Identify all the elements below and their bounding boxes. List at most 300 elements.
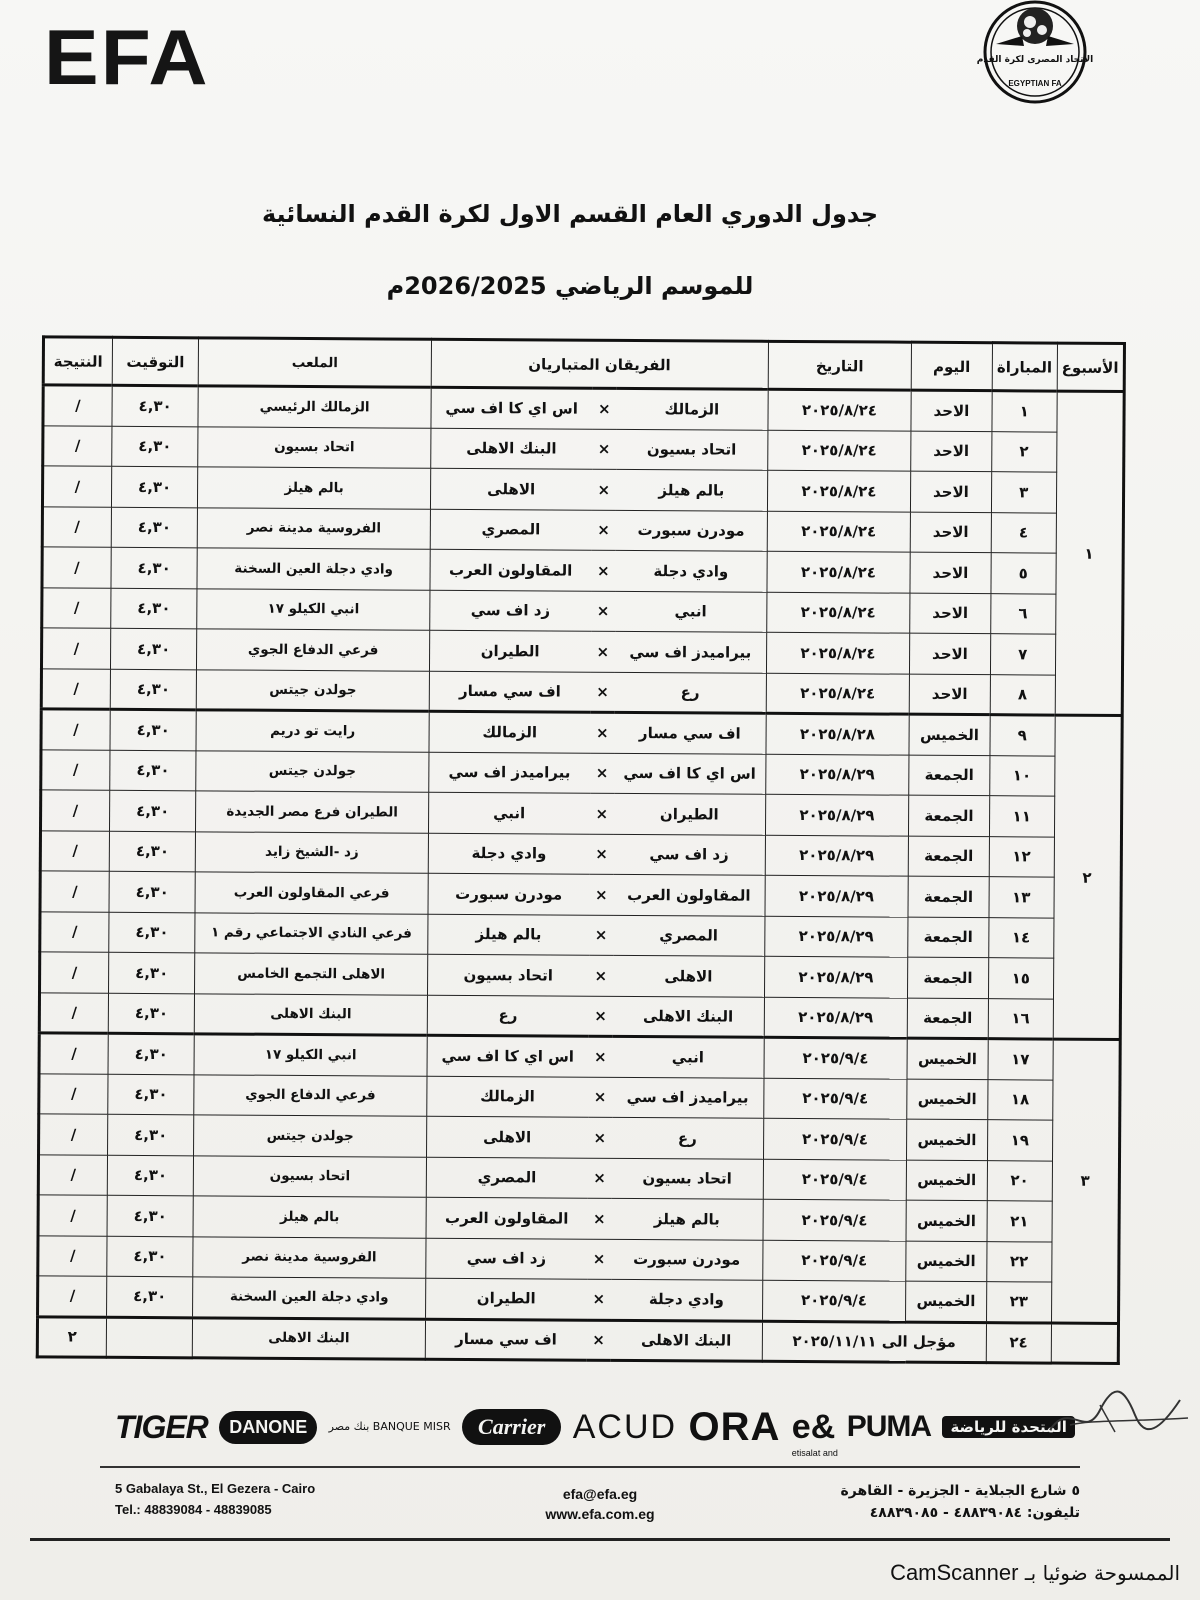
date-text: ٢٠٢٥/٨/٢٩ [799, 846, 875, 865]
away-team-cell: انبي [428, 792, 590, 833]
vs-symbol: × [591, 631, 615, 672]
day-cell: الاحد [910, 512, 991, 553]
home-team-cell: اف سي مسار [614, 712, 766, 753]
home-team-cell: مودرن سبورت [616, 510, 768, 551]
table-row [43, 385, 1124, 432]
result-cell: / [38, 1235, 107, 1276]
time-cell: ٤,٣٠ [111, 507, 198, 548]
away-team-cell: زد اف سي [429, 590, 591, 631]
vs-symbol: × [590, 672, 614, 713]
vs-symbol: × [587, 1198, 611, 1239]
match-number-cell: ٢ [991, 431, 1056, 472]
match-number-cell: ٩ [990, 715, 1055, 756]
day-cell: الجمعة [908, 836, 989, 877]
stadium-cell: بالم هيلز [198, 467, 430, 509]
result-cell: / [43, 425, 112, 466]
stadium-cell: الفروسية مدينة نصر [198, 507, 430, 549]
vs-symbol: × [591, 510, 615, 551]
day-cell: الاحد [911, 390, 992, 431]
sponsor-tiger-logo: TIGER [115, 1408, 208, 1445]
result-cell: / [39, 992, 108, 1033]
result-cell: / [40, 871, 109, 912]
result-cell: / [39, 1073, 108, 1114]
match-number-cell: ٢٠ [987, 1160, 1052, 1201]
away-team-cell: الاهلى [426, 1116, 588, 1157]
table-row [40, 911, 1121, 958]
efa-logo: EFA [44, 13, 210, 101]
table-row [37, 1316, 1118, 1363]
day-cell: الاحد [909, 633, 990, 674]
result-cell: ٢ [37, 1316, 106, 1357]
match-number-cell: ٤ [991, 512, 1056, 553]
day-cell: الجمعة [908, 795, 989, 836]
table-row [41, 668, 1122, 715]
table-row [41, 628, 1122, 675]
header-week: الأسبوع [1057, 343, 1125, 391]
time-cell: ٤,٣٠ [108, 952, 195, 993]
day-cell: الخميس [907, 1119, 988, 1160]
date-cell [764, 916, 908, 957]
day-cell: الاحد [910, 552, 991, 593]
date-cell [764, 997, 908, 1038]
time-cell: ٤,٣٠ [112, 385, 199, 426]
date-cell [766, 673, 910, 714]
time-cell: ٤,٣٠ [109, 871, 196, 912]
home-team-cell: المقاولون العرب [613, 874, 765, 915]
stadium-cell: انبي الكيلو ١٧ [197, 588, 429, 630]
address-ar-line1: ٥ شارع الجبلاية - الجزيرة - القاهرة [840, 1483, 1080, 1499]
vs-symbol: × [589, 834, 613, 875]
date-text: ٢٠٢٥/٩/٤ [801, 1129, 868, 1149]
almotaheda-text: المتحدة للرياضة [942, 1416, 1074, 1438]
week-cell: ٢ [1053, 715, 1122, 1039]
date-text: ٢٠٢٥/٨/٢٩ [798, 886, 875, 906]
date-text: ٢٠٢٥/٩/٤ [801, 1170, 868, 1189]
home-team-cell: الطيران [614, 793, 766, 834]
result-cell: / [40, 952, 109, 993]
vs-symbol: × [590, 712, 614, 753]
away-team-cell: اف سي مسار [429, 671, 591, 712]
vs-symbol: × [591, 550, 615, 591]
match-number-cell: ٢١ [987, 1201, 1052, 1242]
bottom-rule [30, 1538, 1170, 1541]
time-cell: ٤,٣٠ [110, 669, 197, 710]
vs-symbol: × [589, 955, 613, 996]
date-cell [765, 794, 909, 835]
table-row [41, 709, 1122, 756]
date-cell [764, 1037, 908, 1078]
away-team-cell: الزمالك [429, 711, 591, 752]
date-cell [765, 875, 909, 916]
day-cell: الجمعة [909, 755, 990, 796]
time-cell: ٤,٣٠ [108, 912, 195, 953]
table-row [38, 1235, 1119, 1282]
stadium-cell: فرعي النادي الاجتماعي رقم ١ [195, 912, 427, 954]
home-team-cell: بالم هيلز [616, 469, 768, 510]
header-time: التوقيت [112, 337, 199, 386]
vs-symbol: × [592, 429, 616, 470]
seal-text-en: EGYPTIAN FA [1008, 79, 1062, 88]
sponsors-strip [115, 1392, 1075, 1462]
away-team-cell: البنك الاهلى [430, 428, 592, 469]
schedule-body [37, 385, 1124, 1364]
result-cell: / [42, 506, 111, 547]
match-number-cell: ٢٢ [986, 1241, 1051, 1282]
home-team-cell: انبي [615, 591, 767, 632]
home-team-cell: وادي دجلة [615, 550, 767, 591]
vs-symbol: × [592, 388, 616, 429]
week-cell: ٣ [1051, 1039, 1120, 1323]
result-cell: / [38, 1276, 107, 1317]
table-row [38, 1195, 1119, 1242]
match-number-cell: ٦ [990, 593, 1055, 634]
date-cell [766, 592, 910, 633]
result-cell: / [38, 1195, 107, 1236]
date-cell [763, 1159, 907, 1200]
camscanner-watermark [810, 1560, 1180, 1586]
date-text: ٢٠٢٥/٨/٢٤ [800, 683, 876, 703]
date-text: ٢٠٢٥/٨/٢٩ [799, 805, 875, 825]
day-cell: الجمعة [908, 917, 989, 958]
table-row [42, 547, 1123, 594]
stadium-cell: وادي دجلة العين السخنة [193, 1277, 425, 1319]
date-text: ٢٠٢٥/٨/٢٤ [801, 401, 877, 420]
table-row [40, 830, 1121, 877]
table-row [38, 1154, 1119, 1201]
home-team-cell: بيراميدز اف سي [615, 631, 767, 672]
stadium-cell: فرعي المقاولون العرب [195, 872, 427, 914]
vs-symbol: × [590, 793, 614, 834]
vs-symbol: × [588, 1077, 612, 1118]
home-team-cell: اتحاد بسيون [616, 429, 768, 470]
date-text: ٢٠٢٥/٨/٢٤ [801, 522, 877, 541]
away-team-cell: بالم هيلز [427, 914, 589, 955]
stadium-cell: الطيران فرع مصر الجديدة [196, 791, 428, 833]
match-number-cell: ٥ [991, 553, 1056, 594]
date-text: ٢٠٢٥/٨/٢٩ [799, 765, 875, 784]
match-number-cell: ١٦ [988, 998, 1053, 1039]
home-team-cell: الزمالك [616, 388, 768, 429]
table-row [39, 1073, 1120, 1120]
time-cell: ٤,٣٠ [110, 588, 197, 629]
date-cell [766, 632, 910, 673]
vs-symbol: × [592, 469, 616, 510]
match-number-cell: ٢٤ [986, 1322, 1051, 1363]
away-team-cell: اتحاد بسيون [427, 954, 589, 995]
stadium-cell: جولدن جيتس [194, 1115, 426, 1157]
day-cell: الخميس [909, 714, 990, 755]
time-cell: ٤,٣٠ [111, 426, 198, 467]
table-row [42, 506, 1123, 553]
website-link[interactable]: www.efa.com.eg [545, 1506, 655, 1522]
address-ar-phone: تليفون: ٤٨٨٣٩٠٨٤ - ٤٨٨٣٩٠٨٥ [869, 1505, 1080, 1521]
stadium-cell: الاهلى التجمع الخامس [195, 953, 427, 995]
match-number-cell: ١ [992, 391, 1057, 432]
date-text: ٢٠٢٥/٩/٤ [801, 1210, 868, 1230]
match-number-cell: ١٢ [989, 836, 1054, 877]
address-arabic [740, 1480, 1080, 1524]
stadium-cell: البنك الاهلى [193, 1317, 425, 1359]
date-cell [762, 1280, 906, 1321]
vs-symbol: × [588, 996, 612, 1037]
sponsor-puma-logo: PUMA [846, 1410, 932, 1443]
date-text: ٢٠٢٥/٨/٢٨ [799, 725, 876, 744]
address-english [115, 1478, 415, 1520]
home-team-cell: اتحاد بسيون [612, 1158, 764, 1199]
sponsor-etisalat-logo [791, 1407, 838, 1458]
away-team-cell: المقاولون العرب [426, 1197, 588, 1238]
away-team-cell: مودرن سبورت [428, 873, 590, 914]
home-team-cell: رع [612, 1117, 764, 1158]
time-cell: ٤,٣٠ [106, 1236, 193, 1277]
header-teams: الفريقان المتباريان [431, 339, 768, 389]
date-text: ٢٠٢٥/٨/٢٤ [800, 603, 876, 622]
day-cell: الخميس [906, 1281, 987, 1322]
efa-seal-icon [972, 0, 1098, 104]
match-number-cell: ١٤ [988, 917, 1053, 958]
day-cell: الخميس [906, 1200, 987, 1241]
away-team-cell: اف سي مسار [425, 1319, 587, 1360]
time-cell: ٤,٣٠ [109, 831, 196, 872]
day-cell: الاحد [909, 674, 990, 715]
result-cell: / [38, 1154, 107, 1195]
time-cell: ٤,٣٠ [109, 750, 196, 791]
stadium-cell: اتحاد بسيون [198, 426, 430, 468]
table-row [40, 790, 1121, 837]
date-cell [764, 956, 908, 997]
match-number-cell: ٧ [990, 634, 1055, 675]
time-cell: ٤,٣٠ [108, 993, 195, 1034]
away-team-cell: الطيران [429, 630, 591, 671]
date-cell [763, 1199, 907, 1240]
time-cell: ٤,٣٠ [107, 1155, 194, 1196]
stadium-cell: رايت تو دريم [196, 710, 428, 752]
table-row [40, 952, 1121, 999]
vs-symbol: × [586, 1320, 610, 1361]
stadium-cell: الفروسية مدينة نصر [193, 1236, 425, 1278]
home-team-cell: انبي [612, 1036, 764, 1077]
home-team-cell: البنك الاهلى [613, 996, 765, 1037]
stadium-cell: جولدن جيتس [197, 669, 429, 711]
result-cell: / [41, 749, 110, 790]
schedule-table [36, 335, 1126, 1365]
away-team-cell: الطيران [425, 1278, 587, 1319]
match-number-cell: ١٧ [988, 1039, 1053, 1080]
table-row [43, 425, 1124, 472]
day-cell: الجمعة [907, 998, 988, 1039]
result-cell: / [39, 1033, 108, 1074]
result-cell: / [41, 709, 110, 750]
date-cell [767, 470, 911, 511]
etisalat-subtitle: etisalat and [791, 1447, 838, 1458]
vs-symbol: × [589, 874, 613, 915]
stadium-cell: وادي دجلة العين السخنة [197, 548, 429, 590]
away-team-cell: اس اي كا اف سي [427, 1035, 589, 1076]
vs-symbol: × [587, 1158, 611, 1199]
day-cell: الخميس [907, 1038, 988, 1079]
etisalat-mark: e& [791, 1407, 836, 1446]
away-team-cell: المصري [430, 509, 592, 550]
home-team-cell: وادي دجلة [611, 1279, 763, 1320]
table-row [39, 992, 1120, 1039]
day-cell: الجمعة [908, 876, 989, 917]
date-text: ٢٠٢٥/٩/٤ [800, 1291, 867, 1310]
stadium-cell: البنك الاهلى [195, 993, 427, 1035]
time-cell: ٤,٣٠ [111, 466, 198, 507]
footer-divider [100, 1466, 1080, 1468]
vs-symbol: × [587, 1279, 611, 1320]
table-header-row [43, 337, 1124, 392]
time-cell: ٤,٣٠ [107, 1195, 194, 1236]
table-row [42, 587, 1123, 634]
result-cell: / [40, 911, 109, 952]
table-row [41, 749, 1122, 796]
season-subtitle: للموسم الرياضي 2026/2025م [386, 272, 754, 300]
header-date: التاريخ [768, 341, 912, 390]
result-cell: / [42, 547, 111, 588]
table-row [39, 1114, 1120, 1161]
match-number-cell: ١٣ [989, 877, 1054, 918]
day-cell: الخميس [907, 1079, 988, 1120]
result-cell: / [43, 385, 112, 426]
home-team-cell: زد اف سي [614, 834, 766, 875]
day-cell: الاحد [911, 431, 992, 472]
sponsor-danone-logo: DANONE [219, 1411, 317, 1444]
date-text: ٢٠٢٥/٨/٢٤ [801, 441, 877, 460]
away-team-cell: زد اف سي [425, 1238, 587, 1279]
home-team-cell: رع [615, 672, 767, 713]
day-cell: الخميس [906, 1241, 987, 1282]
match-number-cell: ٨ [990, 674, 1055, 715]
header-result: النتيجة [43, 337, 112, 385]
sponsor-acud-logo: ACUD [572, 1407, 678, 1446]
home-team-cell: بالم هيلز [611, 1198, 763, 1239]
date-cell [765, 835, 909, 876]
match-number-cell: ١٠ [989, 755, 1054, 796]
date-cell [762, 1240, 906, 1281]
vs-symbol: × [587, 1239, 611, 1280]
week-cell [1051, 1323, 1119, 1364]
time-cell: ٤,٣٠ [110, 709, 197, 750]
table-row [42, 466, 1123, 513]
email-link[interactable]: efa@efa.eg [562, 1486, 638, 1502]
vs-symbol: × [590, 753, 614, 794]
sponsor-banque-misr-logo: بنك مصر BANQUE MISR [328, 1419, 451, 1433]
home-team-cell: المصري [613, 915, 765, 956]
sponsor-carrier-logo: Carrier [462, 1409, 561, 1445]
match-number-cell: ٢٣ [986, 1282, 1051, 1323]
result-cell: / [40, 830, 109, 871]
result-cell: / [40, 790, 109, 831]
date-text: ٢٠٢٥/٨/٢٤ [800, 562, 877, 582]
date-cell [768, 389, 912, 430]
away-team-cell: المقاولون العرب [430, 549, 592, 590]
seal-text-ar: الاتحاد المصرى لكرة القدم [976, 55, 1094, 65]
table-row [40, 871, 1121, 918]
time-cell: ٤,٣٠ [109, 790, 196, 831]
day-cell: الخميس [906, 1160, 987, 1201]
result-cell: / [42, 587, 111, 628]
date-cell [763, 1078, 907, 1119]
stadium-cell: زد -الشيخ زايد [196, 831, 428, 873]
away-team-cell: الزمالك [426, 1076, 588, 1117]
home-team-cell: اس اي كا اف سي [614, 753, 766, 794]
contact-web [490, 1484, 710, 1524]
away-team-cell: الاهلى [430, 468, 592, 509]
home-team-cell: بيراميدز اف سي [612, 1077, 764, 1118]
table-row [39, 1033, 1120, 1080]
sponsor-ora-logo: ORA [688, 1404, 781, 1449]
date-cell [767, 551, 911, 592]
day-cell: الاحد [910, 471, 991, 512]
match-number-cell: ١١ [989, 796, 1054, 837]
result-cell: / [42, 466, 111, 507]
result-cell: / [41, 628, 110, 669]
date-text: ٢٠٢٥/٨/٢٩ [798, 927, 874, 946]
away-team-cell: اس اي كا اف سي [431, 387, 593, 428]
header-stadium: الملعب [199, 338, 431, 387]
page-title: جدول الدوري العام القسم الاول لكرة القدم النسائية [261, 200, 879, 228]
signature-icon [1040, 1370, 1190, 1450]
date-text: ٢٠٢٥/٨/٢٤ [801, 481, 877, 501]
date-text: ٢٠٢٥/٨/٢٤ [800, 643, 876, 663]
match-number-cell: ١٥ [988, 958, 1053, 999]
home-team-cell: الاهلى [613, 955, 765, 996]
date-text: ٢٠٢٥/٩/٤ [801, 1251, 868, 1270]
stadium-cell: فرعي الدفاع الجوي [194, 1074, 426, 1116]
date-cell [765, 754, 909, 795]
stadium-cell: اتحاد بسيون [194, 1155, 426, 1197]
date-cell [767, 430, 911, 471]
scanner-brand: CamScanner [890, 1560, 1019, 1585]
date-text: ٢٠٢٥/٨/٢٩ [798, 967, 874, 987]
time-cell: ٤,٣٠ [107, 1074, 194, 1115]
vs-symbol: × [588, 1117, 612, 1158]
stadium-cell: انبي الكيلو ١٧ [194, 1034, 426, 1076]
time-cell [106, 1317, 193, 1358]
header-day: اليوم [911, 342, 992, 390]
away-team-cell: بيراميدز اف سي [428, 752, 590, 793]
stadium-cell: الزمالك الرئيسي [198, 386, 430, 428]
address-en-line1: 5 Gabalaya St., El Gezera - Cairo [115, 1481, 316, 1496]
address-en-phone: Tel.: 48839084 - 48839085 [115, 1502, 272, 1517]
stadium-cell: بالم هيلز [193, 1196, 425, 1238]
match-number-cell: ١٩ [987, 1120, 1052, 1161]
time-cell: ٤,٣٠ [111, 547, 198, 588]
date-text: ٢٠٢٥/٩/٤ [802, 1089, 869, 1108]
day-cell: الجمعة [907, 957, 988, 998]
vs-symbol: × [588, 1036, 612, 1077]
time-cell: ٤,٣٠ [110, 628, 197, 669]
match-number-cell: ٣ [991, 472, 1056, 513]
vs-symbol: × [591, 591, 615, 632]
time-cell: ٤,٣٠ [106, 1276, 193, 1317]
day-cell: الاحد [910, 593, 991, 634]
match-number-cell: ١٨ [987, 1079, 1052, 1120]
stadium-cell: جولدن جيتس [196, 750, 428, 792]
header-match: المباراة [992, 343, 1057, 391]
time-cell: ٤,٣٠ [107, 1114, 194, 1155]
away-team-cell: المصري [426, 1157, 588, 1198]
result-cell: / [41, 668, 110, 709]
vs-symbol: × [589, 915, 613, 956]
date-text: ٢٠٢٥/٨/٢٩ [798, 1007, 874, 1027]
home-team-cell: مودرن سبورت [611, 1239, 763, 1280]
time-cell: ٤,٣٠ [108, 1033, 195, 1074]
date-cell [763, 1118, 907, 1159]
home-team-cell: البنك الاهلى [611, 1320, 763, 1361]
date-cell [767, 511, 911, 552]
